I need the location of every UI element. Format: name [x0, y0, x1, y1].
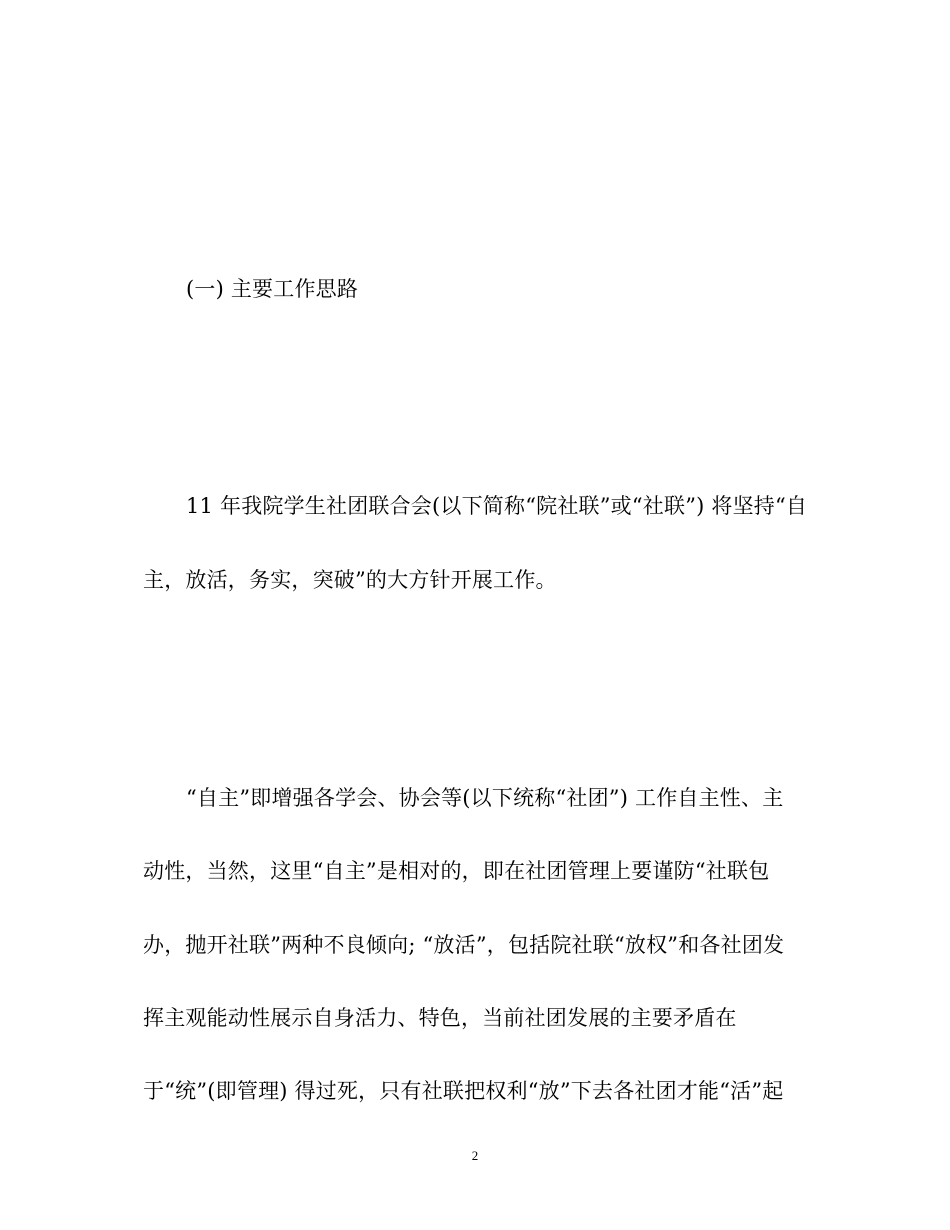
page-number: 2	[471, 1148, 479, 1163]
paragraph-2-line-3: 办，抛开社联”两种不良倾向; “放活”，包括院社联“放权”和各社团发	[143, 933, 785, 957]
paragraph-2-line-2: 动性，当然，这里“自主”是相对的，即在社团管理上要谨防“社联包	[143, 859, 770, 883]
paragraph-2-line-5: 于“统”(即管理) 得过死，只有社联把权利“放”下去各社团才能“活”起	[143, 1079, 784, 1103]
section-heading: (一) 主要工作思路	[186, 277, 359, 301]
paragraph-2-line-4: 挥主观能动性展示自身活力、特色，当前社团发展的主要矛盾在	[143, 1006, 737, 1030]
paragraph-1-line-2: 主，放活，务实，突破”的大方针开展工作。	[143, 568, 557, 592]
paragraph-2-line-1: “自主”即增强各学会、协会等(以下统称“社团”) 工作自主性、主	[186, 786, 784, 810]
paragraph-1-line-1: 11 年我院学生社团联合会(以下简称“院社联”或“社联”) 将坚持“自	[186, 494, 808, 518]
